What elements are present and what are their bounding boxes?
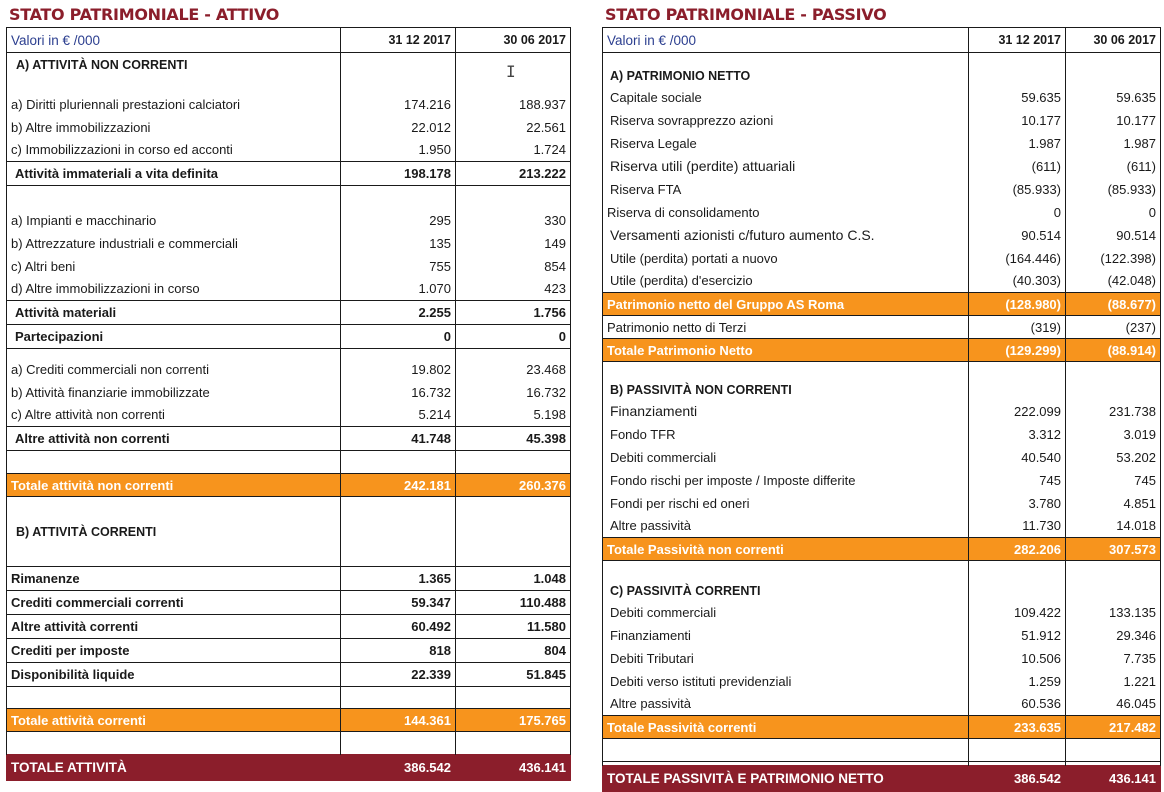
table-row: Debiti verso istituti previdenziali 1.259 1.221 xyxy=(603,670,1161,693)
passivo-col-2017-06: 30 06 2017 xyxy=(1066,28,1161,53)
attivo-col-2017-06: 30 06 2017 xyxy=(456,28,571,53)
table-row: c) Altri beni 755 854 xyxy=(7,255,571,278)
table-row: Riserva Legale 1.987 1.987 xyxy=(603,132,1161,155)
total-row: Totale attività correnti 144.361 175.765 xyxy=(7,709,571,732)
table-row: C) PASSIVITÀ CORRENTI xyxy=(603,561,1161,601)
table-row: Riserva FTA (85.933) (85.933) xyxy=(603,178,1161,201)
grand-total-row: TOTALE PASSIVITÀ E PATRIMONIO NETTO 386.542 436.141 xyxy=(603,766,1161,792)
total-row: Patrimonio netto del Gruppo AS Roma (128.980) (88.677) xyxy=(603,293,1161,316)
table-row: Fondo rischi per imposte / Imposte differite 745 745 xyxy=(603,469,1161,492)
table-row: Fondi per rischi ed oneri 3.780 4.851 xyxy=(603,492,1161,515)
attivo-table xyxy=(6,27,571,781)
table-row: d) Altre immobilizzazioni in corso 1.070 423 xyxy=(7,278,571,301)
table-row: Crediti commerciali correnti 59.347 110.488 xyxy=(7,591,571,615)
table-row: B) ATTIVITÀ CORRENTI xyxy=(7,497,571,567)
table-row: Riserva sovrapprezzo azioni 10.177 10.177 xyxy=(603,109,1161,132)
passivo-units: Valori in € /000 xyxy=(603,28,969,53)
attivo-col-2017-12: 31 12 2017 xyxy=(341,28,456,53)
table-row: Altre passività 60.536 46.045 xyxy=(603,693,1161,716)
table-row: Patrimonio netto di Terzi (319) (237) xyxy=(603,316,1161,339)
total-row: Totale attività non correnti 242.181 260.376 xyxy=(7,474,571,497)
table-row: Finanziamenti 51.912 29.346 xyxy=(603,624,1161,647)
passivo-col-2017-12: 31 12 2017 xyxy=(969,28,1066,53)
table-row: A) PATRIMONIO NETTO xyxy=(603,53,1161,86)
table-row: Riserva di consolidamento 0 0 xyxy=(603,201,1161,224)
table-row: Debiti commerciali 109.422 133.135 xyxy=(603,601,1161,624)
subtotal-row: Attività immateriali a vita definita 198.178 213.222 xyxy=(7,162,571,186)
table-row: c) Altre attività non correnti 5.214 5.198 xyxy=(7,404,571,427)
table-row: b) Altre immobilizzazioni 22.012 22.561 xyxy=(7,116,571,139)
text-cursor-icon: I xyxy=(506,62,516,81)
table-row: Debiti Tributari 10.506 7.735 xyxy=(603,647,1161,670)
passivo-title: STATO PATRIMONIALE - PASSIVO xyxy=(605,5,887,24)
table-row: Utile (perdita) d'esercizio (40.303) (42.048) xyxy=(603,270,1161,293)
table-row: Fondo TFR 3.312 3.019 xyxy=(603,423,1161,446)
passivo-header-row xyxy=(603,28,1161,53)
table-row: b) Attrezzature industriali e commerciali 135 149 xyxy=(7,232,571,255)
grand-total-row: TOTALE ATTIVITÀ 386.542 436.141 xyxy=(7,755,571,781)
table-row: Finanziamenti 222.099 231.738 xyxy=(603,400,1161,423)
attivo-header-row xyxy=(7,28,571,53)
table-row: a) Crediti commerciali non correnti 19.802 23.468 xyxy=(7,358,571,381)
table-row: c) Immobilizzazioni in corso ed acconti 1.950 1.724 xyxy=(7,139,571,162)
subtotal-row: Partecipazioni 0 0 xyxy=(7,325,571,349)
total-row: Totale Patrimonio Netto (129.299) (88.914) xyxy=(603,339,1161,362)
subtotal-row: Altre attività non correnti 41.748 45.398 xyxy=(7,427,571,451)
attivo-units: Valori in € /000 xyxy=(7,28,341,53)
total-row: Totale Passività non correnti 282.206 307.573 xyxy=(603,538,1161,561)
subtotal-row: Attività materiali 2.255 1.756 xyxy=(7,301,571,325)
table-row: Disponibilità liquide 22.339 51.845 xyxy=(7,663,571,687)
table-row: a) Diritti pluriennali prestazioni calciatori 174.216 188.937 xyxy=(7,93,571,116)
attivo-title: STATO PATRIMONIALE - ATTIVO xyxy=(9,5,280,24)
table-row: Capitale sociale 59.635 59.635 xyxy=(603,86,1161,109)
table-row: b) Attività finanziarie immobilizzate 16.732 16.732 xyxy=(7,381,571,404)
table-row: Riserva utili (perdite) attuariali (611) (611) xyxy=(603,155,1161,178)
passivo-panel xyxy=(602,0,1160,792)
table-row: Crediti per imposte 818 804 xyxy=(7,639,571,663)
table-row: Rimanenze 1.365 1.048 xyxy=(7,567,571,591)
table-row: Versamenti azionisti c/futuro aumento C.S. 90.514 90.514 xyxy=(603,224,1161,247)
table-row: Debiti commerciali 40.540 53.202 xyxy=(603,446,1161,469)
table-row: Altre attività correnti 60.492 11.580 xyxy=(7,615,571,639)
table-row: B) PASSIVITÀ NON CORRENTI xyxy=(603,362,1161,400)
total-row: Totale Passività correnti 233.635 217.482 xyxy=(603,716,1161,739)
table-row: Altre passività 11.730 14.018 xyxy=(603,515,1161,538)
attivo-panel xyxy=(6,0,570,781)
table-row: a) Impianti e macchinario 295 330 xyxy=(7,209,571,232)
passivo-table xyxy=(602,27,1161,792)
table-row: A) ATTIVITÀ NON CORRENTI xyxy=(7,53,571,93)
table-row: Utile (perdita) portati a nuovo (164.446) (122.398) xyxy=(603,247,1161,270)
